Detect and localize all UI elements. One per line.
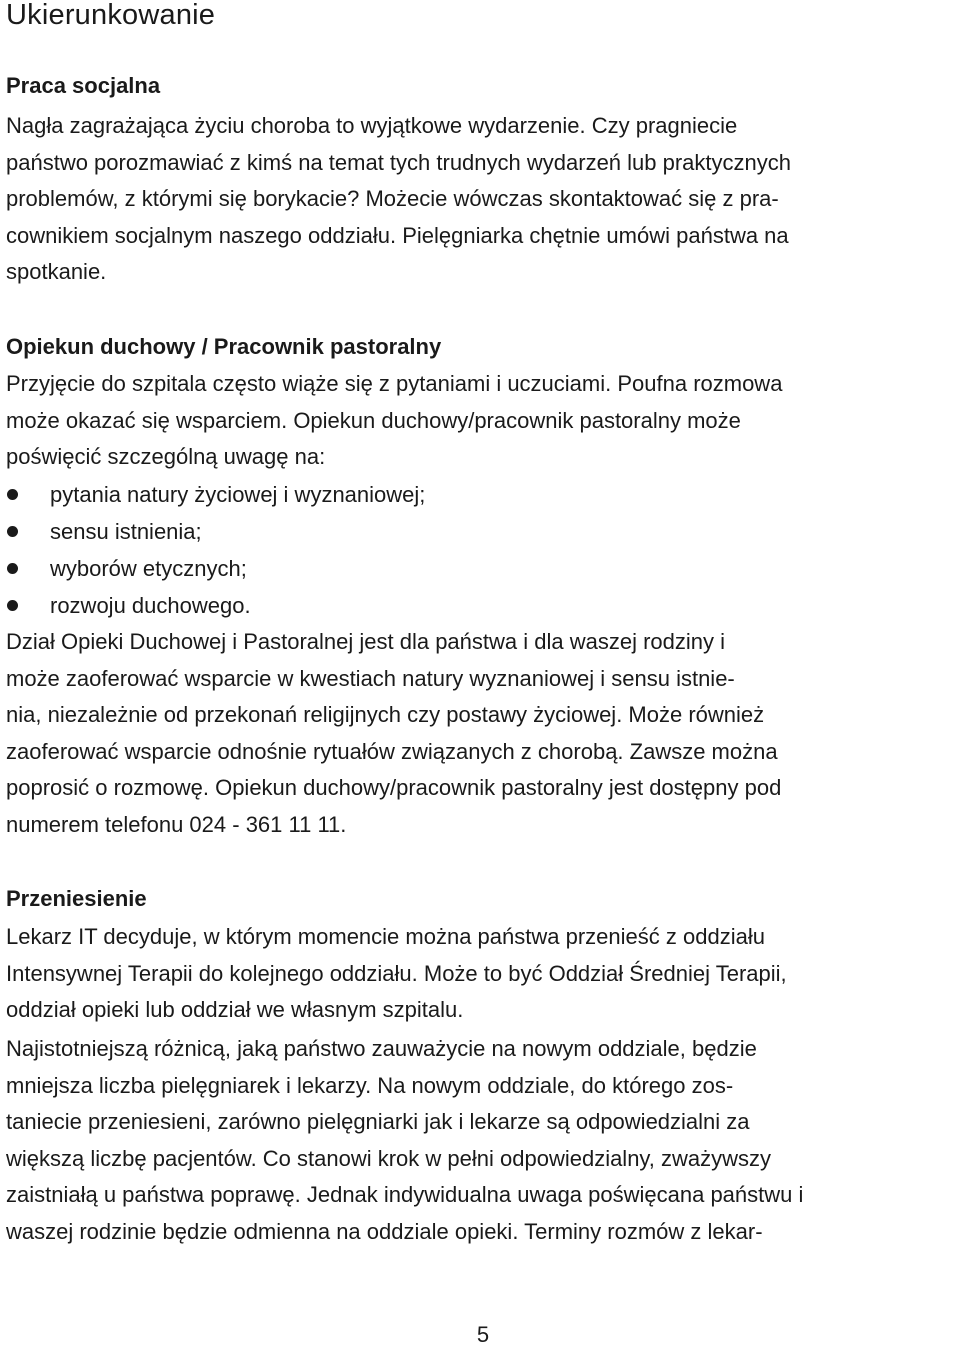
list-item: [6, 476, 956, 513]
bullet-icon: [7, 526, 18, 537]
page-content: [6, 0, 956, 1244]
spiritual-care-list: [6, 476, 956, 624]
list-item-text: sensu istnienia;: [50, 519, 202, 544]
section-heading-spiritual-care: Opiekun duchowy / Pracownik pastoralny: [6, 334, 442, 359]
bullet-icon: [7, 600, 18, 611]
bullet-icon: [7, 489, 18, 500]
list-item: [6, 513, 956, 550]
list-item-text: rozwoju duchowego.: [50, 593, 251, 618]
list-item: [6, 550, 956, 587]
page-title: Ukierunkowanie: [6, 0, 216, 31]
section-heading-social-work: Praca socjalna: [6, 73, 161, 98]
transfer-paragraph: Lekarz IT decyduje, w którym momencie można państwa przenieść z oddziału Intensywnej Terapii do kolejnego oddziału. Może to być Oddział Średniej Terapii, oddział opieki lub oddział we własnym szpitalu.: [6, 924, 787, 1022]
social-work-paragraph: Nagła zagrażająca życiu choroba to wyjątkowe wydarzenie. Czy pragniecie państwo porozmawiać z kimś na temat tych trudnych wydarzeń lub praktycznych problemów, z którymi się borykacie? Możecie wówczas skontaktować się z pra- cownikiem socjalnym naszego oddziału. Pielęgniarka chętnie umówi państwa na spotkanie.: [6, 113, 791, 284]
list-item: [6, 587, 956, 624]
pastoral-department-paragraph: Dział Opieki Duchowej i Pastoralnej jest dla państwa i dla waszej rodziny i może zaoferować wsparcie w kwestiach natury wyznaniowej i sensu istnie- nia, niezależnie od przekonań religijnych czy postawy życiowej. Może również zaoferować wsparcie odnośnie rytuałów związanych z chorobą. Zawsze można poprosić o rozmowę. Opiekun duchowy/pracownik pastoralny jest dostępny pod numerem telefonu 024 - 361 11 11.: [6, 629, 782, 837]
bullet-icon: [7, 563, 18, 574]
list-item-text: wyborów etycznych;: [50, 556, 247, 581]
page-number: 5: [476, 1322, 490, 1347]
list-item-text: pytania natury życiowej i wyznaniowej;: [50, 482, 426, 507]
section-heading-transfer: Przeniesienie: [6, 886, 147, 911]
transfer-differences-paragraph: Najistotniejszą różnicą, jaką państwo zauważycie na nowym oddziale, będzie mniejsza liczba pielęgniarek i lekarzy. Na nowym oddziale, do którego zos- taniecie przeniesieni, zarówno pielęgniarki jak i lekarze są odpowiedzialni za większą liczbę pacjentów. Co stanowi krok w pełni odpowiedzialny, zważywszy zaistniałą u państwa poprawę. Jednak indywidualna uwaga poświęcana państwu i waszej rodzinie będzie odmienna na oddziale opieki. Terminy rozmów z lekar-: [6, 1036, 804, 1244]
spiritual-care-paragraph: Przyjęcie do szpitala często wiąże się z pytaniami i uczuciami. Poufna rozmowa może okazać się wsparciem. Opiekun duchowy/pracownik pastoralny może poświęcić szczególną uwagę na:: [6, 371, 783, 469]
